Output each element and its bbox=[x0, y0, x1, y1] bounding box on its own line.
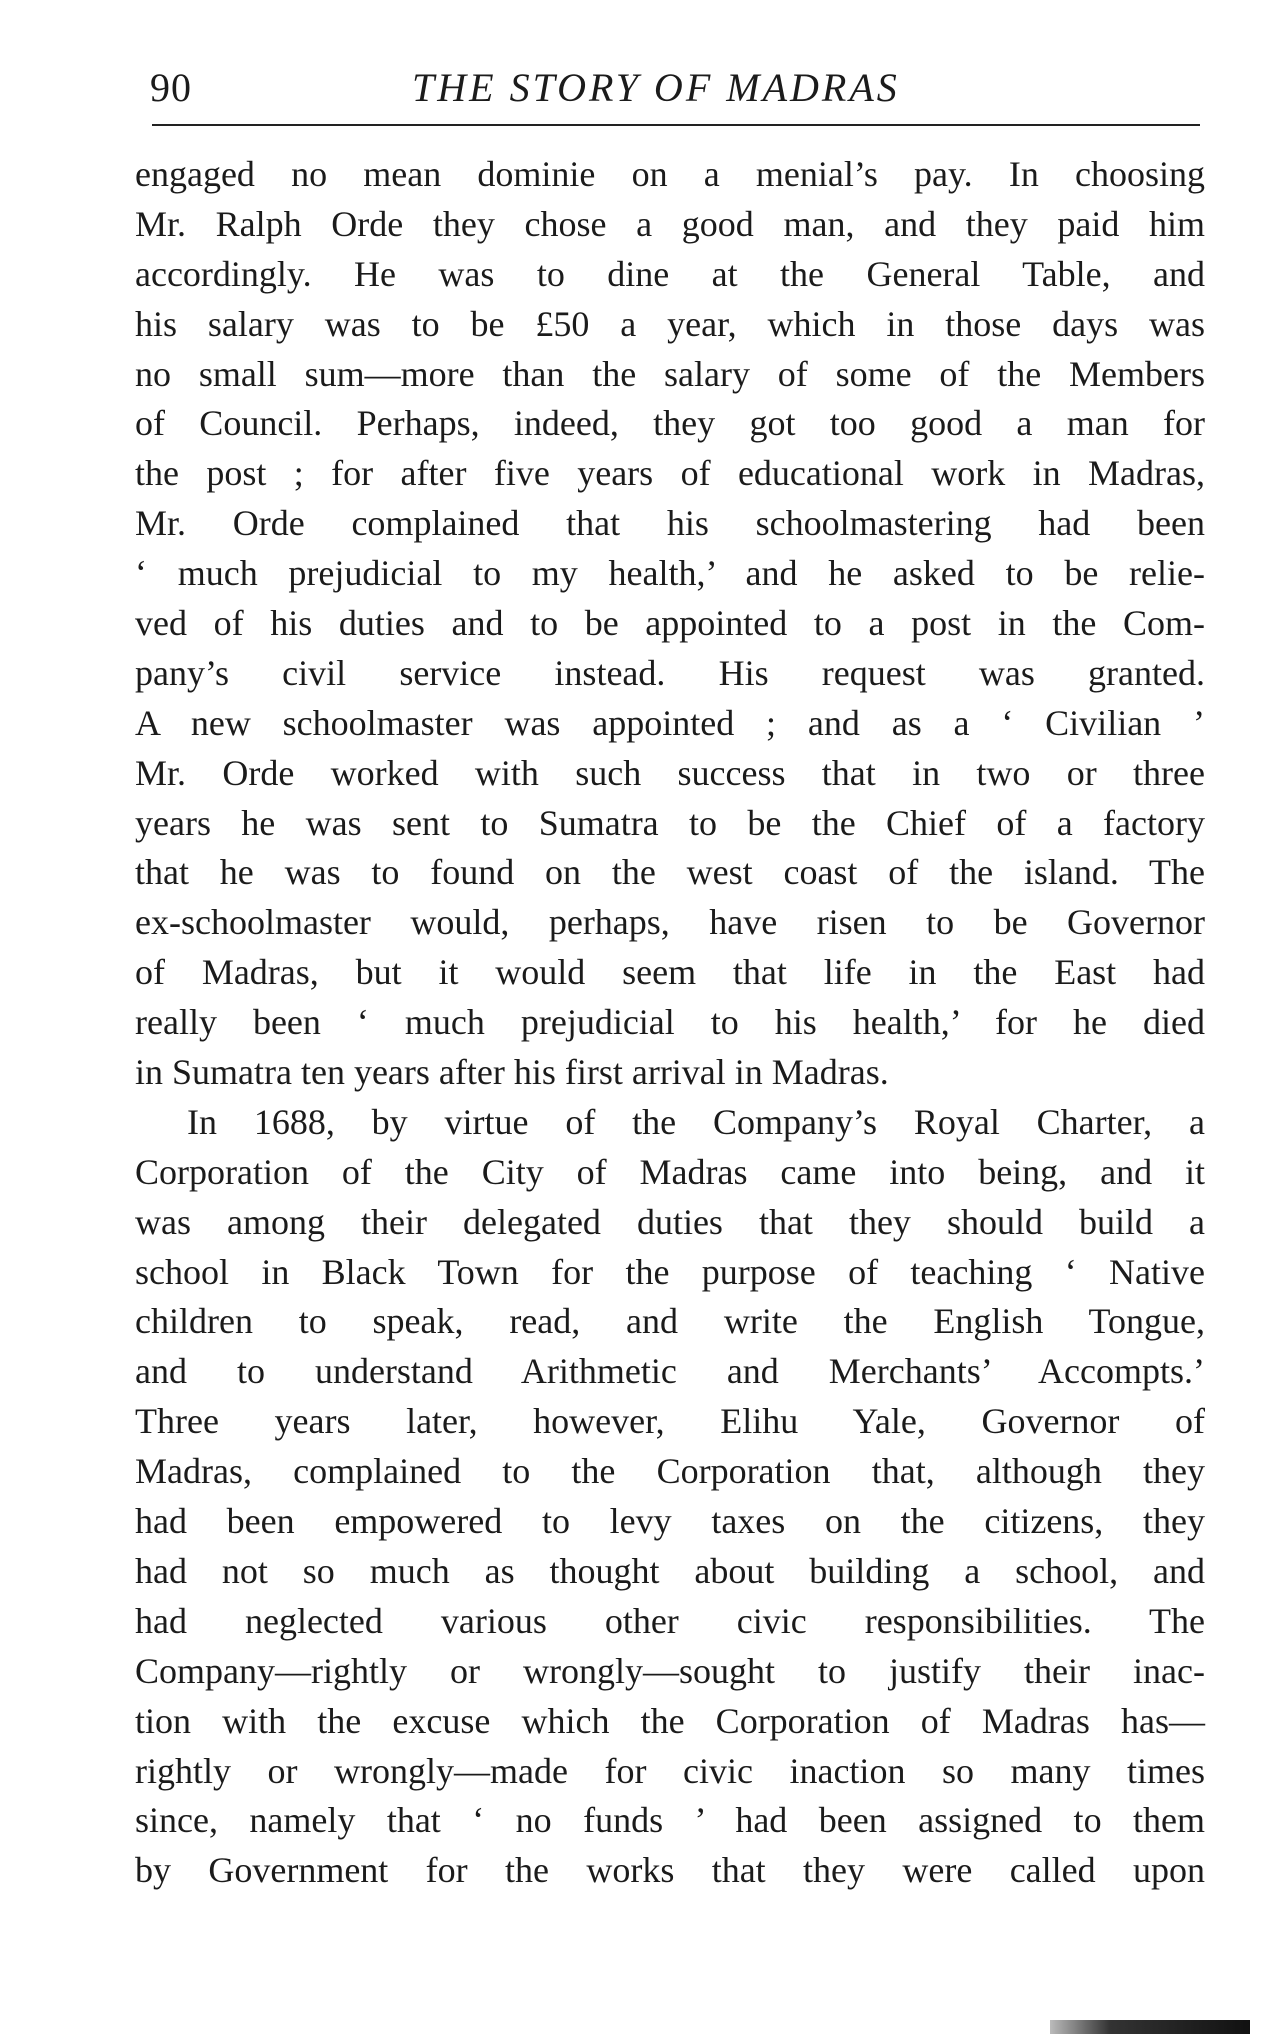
text-line: engaged no mean dominie on a menial’s pay. In choosing bbox=[135, 154, 1205, 194]
text-line: the post ; for after five years of educational work in Madras, bbox=[135, 453, 1205, 494]
text-line: was among their delegated duties that they should build a bbox=[135, 1201, 1205, 1242]
text-line: his salary was to be £50 a year, which in those days was bbox=[135, 303, 1205, 344]
text-line: no small sum—more than the salary of some of the Members bbox=[135, 353, 1205, 394]
text-line: years he was sent to Sumatra to be the Chief of a factory bbox=[135, 802, 1205, 843]
text-line: had neglected various other civic responsibilities. The bbox=[135, 1600, 1205, 1641]
text-line: by Government for the works that they were called upon bbox=[135, 1850, 1205, 1891]
text-line: of Council. Perhaps, indeed, they got too good a man for bbox=[135, 403, 1205, 444]
text-line: In 1688, by virtue of the Company’s Royal Charter, a bbox=[187, 1101, 1205, 1142]
text-line: school in Black Town for the purpose of teaching ‘ Native bbox=[135, 1251, 1205, 1292]
scan-artifact bbox=[1050, 2020, 1250, 2034]
text-line: tion with the excuse which the Corporation of Madras has— bbox=[135, 1700, 1205, 1741]
text-line: that he was to found on the west coast of the island. The bbox=[135, 852, 1205, 893]
text-line: Three years later, however, Elihu Yale, Governor of bbox=[135, 1401, 1205, 1442]
text-line: ex-schoolmaster would, perhaps, have risen to be Governor bbox=[135, 902, 1205, 943]
text-line: Madras, complained to the Corporation that, although they bbox=[135, 1451, 1205, 1492]
text-line: ved of his duties and to be appointed to a post in the Com- bbox=[135, 603, 1205, 644]
text-line: rightly or wrongly—made for civic inaction so many times bbox=[135, 1750, 1205, 1791]
text-line: really been ‘ much prejudicial to his health,’ for he died bbox=[135, 1002, 1205, 1043]
text-line: since, namely that ‘ no funds ’ had been assigned to them bbox=[135, 1800, 1205, 1841]
paragraph-2 bbox=[135, 1098, 1205, 1896]
text-line: in Sumatra ten years after his first arrival in Madras. bbox=[135, 1052, 889, 1093]
text-line: children to speak, read, and write the English Tongue, bbox=[135, 1301, 1205, 1342]
text-line: Mr. Ralph Orde they chose a good man, and they paid him bbox=[135, 203, 1205, 244]
text-line: accordingly. He was to dine at the General Table, and bbox=[135, 253, 1205, 294]
header-rule bbox=[152, 124, 1200, 126]
text-line: Corporation of the City of Madras came into being, and it bbox=[135, 1151, 1205, 1192]
paragraph-1 bbox=[135, 150, 1205, 1098]
text-line: Mr. Orde complained that his schoolmastering had been bbox=[135, 503, 1205, 544]
text-line: pany’s civil service instead. His request was granted. bbox=[135, 652, 1205, 693]
running-head bbox=[150, 64, 1200, 114]
text-line: Company—rightly or wrongly—sought to justify their inac- bbox=[135, 1650, 1205, 1691]
running-title: THE STORY OF MADRAS bbox=[412, 65, 900, 110]
text-line: A new schoolmaster was appointed ; and as a ‘ Civilian ’ bbox=[135, 702, 1205, 743]
text-line: had been empowered to levy taxes on the citizens, they bbox=[135, 1501, 1205, 1542]
text-line: had not so much as thought about building a school, and bbox=[135, 1550, 1205, 1591]
text-line: ‘ much prejudicial to my health,’ and he asked to be relie- bbox=[135, 553, 1205, 594]
text-line: of Madras, but it would seem that life in the East had bbox=[135, 952, 1205, 993]
body-text bbox=[135, 150, 1205, 1896]
text-line: Mr. Orde worked with such success that in two or three bbox=[135, 752, 1205, 793]
page-number: 90 bbox=[150, 65, 192, 110]
text-line: and to understand Arithmetic and Merchants’ Accompts.’ bbox=[135, 1351, 1205, 1392]
